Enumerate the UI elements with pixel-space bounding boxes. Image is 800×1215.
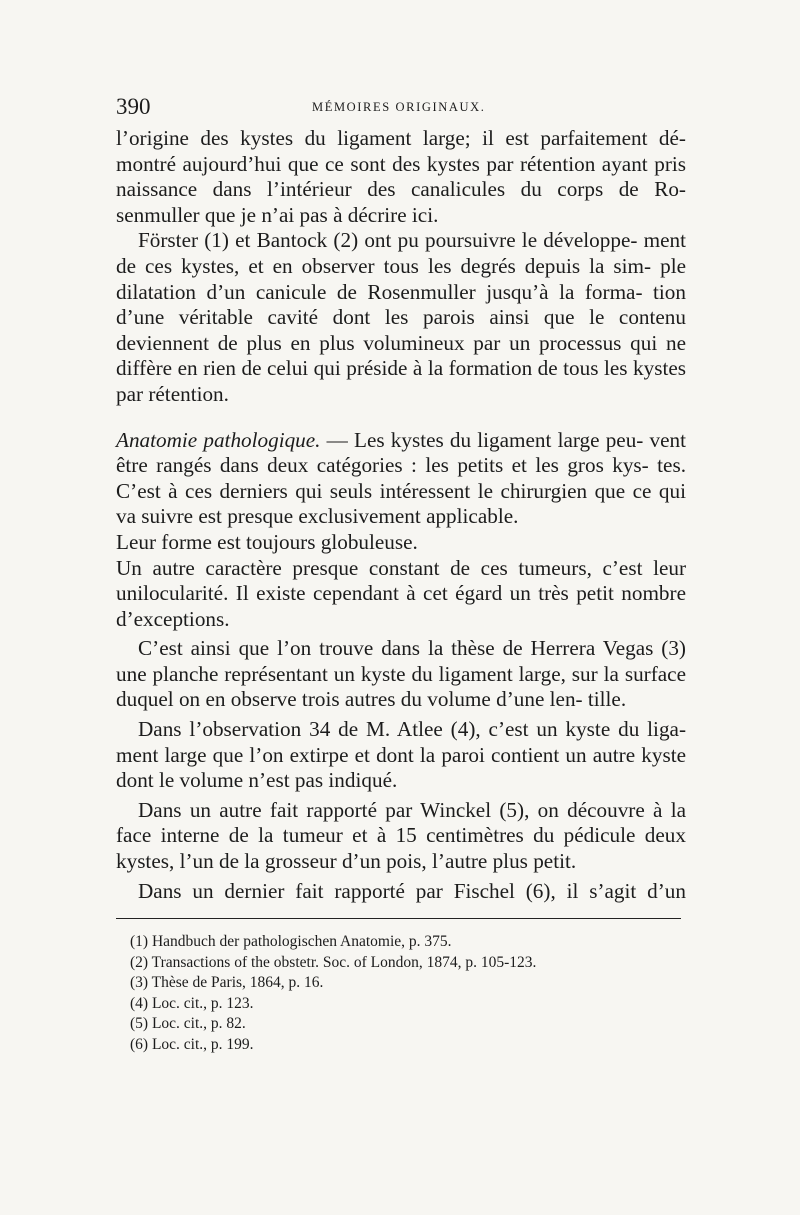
paragraph-forster	[116, 228, 686, 407]
text-line: surface duquel on en observe trois autres du volume d’une len-	[116, 661, 686, 712]
page-number: 390	[116, 94, 151, 119]
text-line: ce qui va suivre est presque exclusivement applicable.	[116, 478, 686, 529]
footnote: (4) Loc. cit., p. 123.	[130, 994, 254, 1012]
body-text	[116, 126, 686, 904]
footnote: (1) Handbuch der pathologischen Anatomie, p. 375.	[130, 933, 452, 951]
running-head: MÉMOIRES ORIGINAUX.	[312, 100, 486, 114]
footnote: (6) Loc. cit., p. 199.	[130, 1035, 254, 1053]
paragraph-atlee	[116, 717, 686, 794]
paragraph-unilocularite	[116, 556, 686, 633]
text-line: une planche représentant un kyste du ligament large, sur la	[116, 661, 619, 686]
paragraph-fischel	[116, 879, 686, 905]
text-line: tion d’une véritable cavité dont les parois ainsi que le contenu	[116, 279, 686, 330]
text-line: kystes par rétention.	[116, 356, 686, 406]
text-line: deviennent de plus en plus volumineux par un processus qui	[116, 330, 658, 355]
text-line: C’est ainsi que l’on trouve dans la thèse de Herrera Vegas (3)	[138, 636, 686, 661]
text-line: pris naissance dans l’intérieur des canalicules du corps de Ro-	[116, 151, 687, 202]
footnote: (2) Transactions of the obstetr. Soc. of London, 1874, p. 105-123.	[130, 953, 537, 971]
text-line: ment de ces kystes, et en observer tous les degrés depuis la sim-	[116, 228, 687, 278]
paragraph-winckel	[116, 798, 686, 875]
text-line: Dans un dernier fait rapporté par Fischel (6), il s’agit d’un	[138, 878, 686, 903]
text-line: Dans un autre fait rapporté par Winckel (5), on découvre à	[138, 797, 663, 822]
text-line: Un autre caractère presque constant de ces tumeurs, c’est	[116, 555, 643, 580]
text-line: Leur forme est toujours globuleuse.	[116, 529, 418, 554]
text-line: Dans l’observation 34 de M. Atlee (4), c’est un kyste du liga-	[138, 717, 686, 742]
text-line: la face interne de la tumeur et à 15 centimètres du pédicule deux	[116, 797, 686, 848]
paragraph-herrera	[116, 636, 686, 713]
text-line: ple dilatation d’un canicule de Rosenmuller jusqu’à la forma-	[116, 253, 686, 304]
section-title: Anatomie pathologique.	[116, 427, 321, 452]
text-line: kystes, l’un de la grosseur d’un pois, l’autre plus petit.	[116, 849, 577, 874]
text-line: nombre d’exceptions.	[116, 581, 686, 631]
text-line: kyste dont le volume n’est pas indiqué.	[116, 742, 687, 793]
text-line: — Les kystes du ligament large peu-	[320, 427, 644, 452]
paragraph-anatomie	[116, 428, 686, 530]
text-line: l’origine des kystes du ligament large; il est parfaitement dé-	[116, 126, 686, 150]
text-line: tille.	[587, 687, 627, 712]
text-line: ne diffère en rien de celui qui préside à la formation de tous les	[116, 330, 686, 381]
text-line: leur unilocularité. Il existe cependant à cet égard un très petit	[116, 555, 687, 606]
text-line: ment large que l’on extirpe et dont la paroi contient un autre	[116, 742, 636, 767]
text-line: vent être rangés dans deux catégories : les petits et les gros kys-	[116, 427, 686, 478]
text-line: montré aujourd’hui que ce sont des kystes par rétention ayant	[116, 151, 648, 176]
footnote-divider	[116, 918, 681, 919]
paragraph-origin	[116, 126, 686, 228]
text-line: Förster (1) et Bantock (2) ont pu poursuivre le développe-	[138, 228, 638, 253]
footnote: (5) Loc. cit., p. 82.	[130, 1015, 246, 1033]
footnote: (3) Thèse de Paris, 1864, p. 16.	[130, 974, 324, 992]
book-page	[116, 92, 686, 1055]
text-line: tes. C’est à ces derniers qui seuls intéressent le chirurgien que	[116, 453, 687, 503]
text-line: senmuller que je n’ai pas à décrire ici.	[116, 202, 439, 227]
footnotes	[130, 932, 686, 1055]
paragraph-forme	[116, 530, 686, 556]
page-header	[116, 92, 686, 126]
